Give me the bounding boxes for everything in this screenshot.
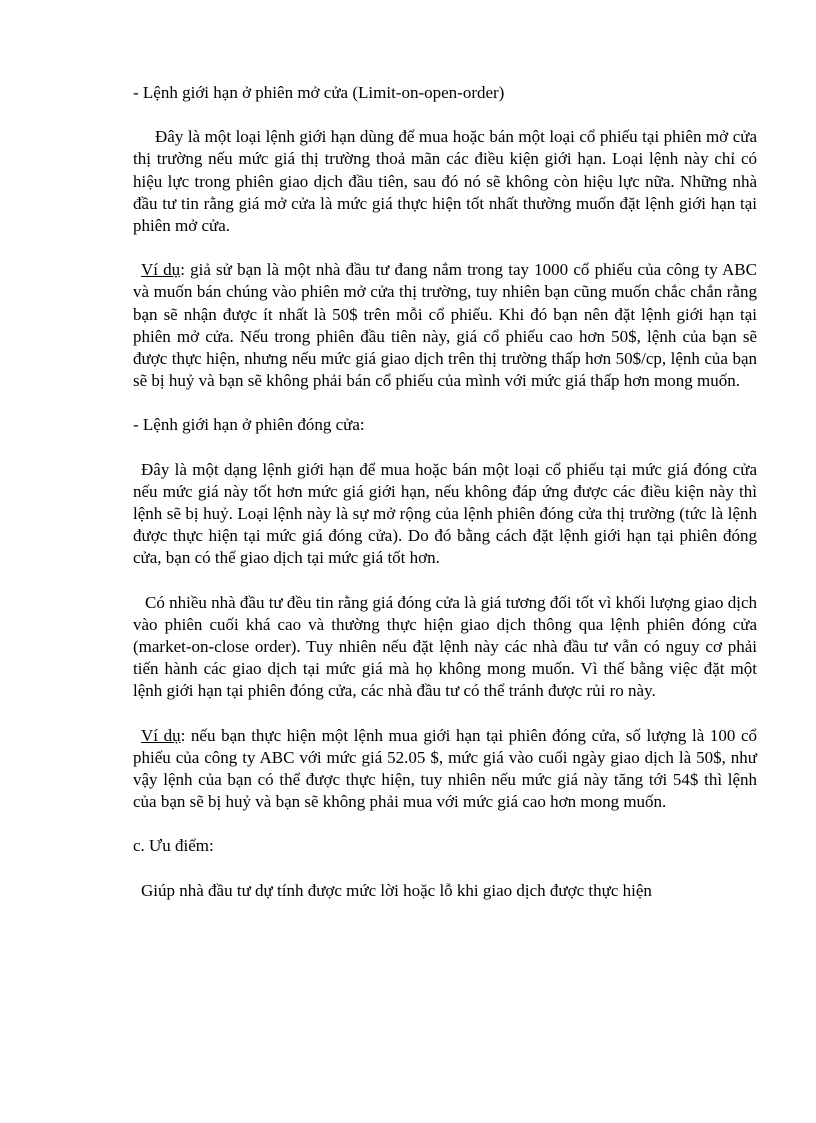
paragraph-example-close xyxy=(133,725,757,814)
heading-limit-on-open: - Lệnh giới hạn ở phiên mở cửa (Limit-on-open-order) xyxy=(133,83,505,102)
spacer xyxy=(133,703,757,725)
example-text: : giả sử bạn là một nhà đầu tư đang nắm trong tay 1000 cổ phiếu của công ty ABC và muốn bán chúng vào phiên mở cửa thị trường, tuy nhiên bạn cũng muốn chắc chắn rằng bạn sẽ nhận được ít nhất là 50$ trên mỗi cổ phiếu. Khi đó bạn nên đặt lệnh giới hạn tại phiên mở cửa. Nếu trong phiên đầu tiên này, giá cổ phiếu cao hơn 50$, lệnh của bạn sẽ được thực hiện, nhưng nếu mức giá giao dịch trên thị trường thấp hơn 50$/cp, lệnh của bạn sẽ bị huỷ và bạn sẽ không phải bán cổ phiếu của mình với mức giá thấp hơn mong muốn. xyxy=(133,260,757,391)
spacer xyxy=(133,570,757,592)
spacer xyxy=(133,392,757,414)
example-text: : nếu bạn thực hiện một lệnh mua giới hạn tại phiên đóng cửa, số lượng là 100 cổ phiếu của công ty ABC với mức giá 52.05 $, mức giá vào cuối ngày giao dịch là 50$, như vậy lệnh của bạn có thể được thực hiện, tuy nhiên nếu mức giá này tăng tới 54$ thì lệnh của bạn sẽ bị huỷ và bạn sẽ không phải mua với mức giá cao hơn mong muốn. xyxy=(133,725,758,812)
paragraph-example-open xyxy=(133,259,757,392)
example-label: Ví dụ xyxy=(141,260,181,280)
heading-limit-on-close: - Lệnh giới hạn ở phiên đóng cửa: xyxy=(133,415,365,435)
heading-advantages: c. Ưu điểm: xyxy=(133,836,214,856)
spacer xyxy=(133,437,757,459)
paragraph-close-price-reasoning: Có nhiều nhà đầu tư đều tin rằng giá đóng cửa là giá tương đối tốt vì khối lượng giao dịch vào phiên cuối khá cao và thường thực hiện giao dịch thông qua lệnh phiên đóng cửa (market-on-close order). Tuy nhiên nếu đặt lệnh này các nhà đầu tư vẫn có nguy cơ phải tiến hành các giao dịch tại mức giá mà họ không mong muốn. Vì thế bằng việc đặt một lệnh giới hạn tại phiên đóng cửa, các nhà đầu tư có thể tránh được rủi ro này. xyxy=(133,592,757,701)
spacer xyxy=(133,237,757,259)
document-page xyxy=(133,82,757,902)
spacer xyxy=(133,858,757,880)
spacer xyxy=(133,104,757,126)
spacer xyxy=(133,813,757,835)
paragraph-advantage-1: Giúp nhà đầu tư dự tính được mức lời hoặc lỗ khi giao dịch được thực hiện xyxy=(141,880,652,900)
paragraph-limit-on-open-description: Đây là một loại lệnh giới hạn dùng để mua hoặc bán một loại cổ phiếu tại phiên mở cửa thị trường nếu mức giá thị trường thoả mãn các điều kiện giới hạn. Loại lệnh này chỉ có hiệu lực trong phiên giao dịch đầu tiên, sau đó nó sẽ không còn hiệu lực nữa. Những nhà đầu tư tin rằng giá mở cửa là mức giá thực hiện tốt nhất thường muốn đặt lệnh giới hạn tại phiên mở cửa. xyxy=(133,127,757,236)
example-label: Ví dụ xyxy=(141,725,181,745)
paragraph-limit-on-close-description: Đây là một dạng lệnh giới hạn để mua hoặc bán một loại cổ phiếu tại mức giá đóng cửa nếu mức giá này tốt hơn mức giá giới hạn, nếu không đáp ứng được các điều kiện này thì lệnh sẽ bị huỷ. Loại lệnh này là sự mở rộng của lệnh phiên đóng cửa thị trường (tức là lệnh được thực hiện tại mức giá đóng cửa). Do đó bằng cách đặt lệnh giới hạn tại phiên đóng cửa, bạn có thể giao dịch tại mức giá tốt hơn. xyxy=(133,459,757,568)
